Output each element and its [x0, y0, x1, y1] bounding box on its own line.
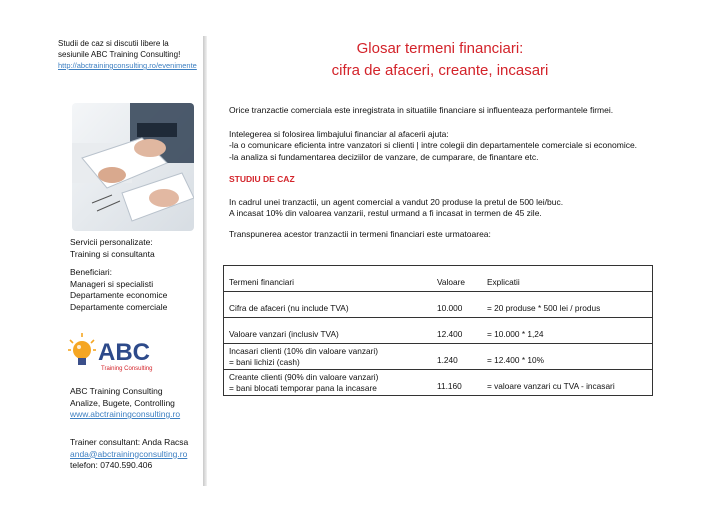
beneficiary-item: Departamente comerciale — [70, 301, 168, 312]
trainer-name: Trainer consultant: Anda Racsa — [70, 437, 189, 447]
term-cell: Cifra de afaceri (nu include TVA) — [229, 303, 349, 313]
financial-terms-table — [223, 265, 653, 396]
intro-line-2: sesiunile ABC Training Consulting! — [58, 50, 181, 59]
trainer-phone: telefon: 0740.590.406 — [70, 460, 153, 470]
benefit-item: -la o comunicare eficienta intre vanzatori si clienti | intre colegii din departamentele comerciale si economice. — [229, 140, 638, 150]
services-desc: Training si consultanta — [70, 248, 155, 259]
benefit-item: -la analiza si fundamentarea deciziilor de vanzare, de cumparare, de finantare etc. — [229, 151, 539, 162]
explanation-cell: = 12.400 * 10% — [487, 355, 544, 365]
beneficiary-item: Departamente economice — [70, 290, 168, 300]
sidebar-intro — [58, 38, 206, 71]
beneficiary-item: Manageri si specialisti — [70, 278, 154, 289]
services-block — [70, 237, 155, 260]
benefits-heading: Intelegerea si folosirea limbajului financiar al afacerii ajuta: — [229, 128, 449, 139]
term-note: = bani lichizi (cash) — [229, 357, 300, 367]
events-link[interactable]: http://abctrainingconsulting.ro/evenimente — [58, 61, 197, 70]
case-study-title: STUDIU DE CAZ — [229, 174, 295, 184]
term-cell: Valoare vanzari (inclusiv TVA) — [229, 329, 339, 339]
company-block — [70, 386, 180, 421]
case-study-line: In cadrul unei tranzactii, un agent comercial a vandut 20 produse la pretul de 500 lei/buc. — [229, 196, 564, 207]
page-title — [300, 38, 580, 82]
title-line-2: cifra de afaceri, creante, incasari — [331, 62, 549, 79]
table-row — [224, 292, 653, 318]
table-row — [224, 318, 653, 344]
case-study-line: A incasat 10% din valoarea vanzarii, restul urmand a fi incasat in termen de 45 zile. — [229, 208, 542, 218]
company-name: ABC Training Consulting — [70, 386, 163, 396]
term-note: = bani blocati temporar pana la incasare — [229, 383, 377, 393]
intro-paragraph: Orice tranzactie comerciala este inregistrata in situatiile financiare si influenteaza performantele firmei. — [229, 105, 614, 115]
svg-text:ABC: ABC — [98, 339, 150, 366]
main-content — [229, 105, 659, 240]
value-cell: 10.000 — [437, 303, 463, 313]
column-header: Explicatii — [487, 277, 520, 287]
title-line-1: Glosar termeni financiari: — [356, 40, 524, 57]
lightbulb-icon — [68, 333, 96, 365]
sidebar-divider — [203, 36, 207, 486]
column-header: Valoare — [437, 277, 465, 287]
services-title: Servicii personalizate: — [70, 237, 153, 247]
company-tagline: Analize, Bugete, Controlling — [70, 397, 175, 408]
value-cell: 12.400 — [437, 329, 463, 339]
explanation-cell: = 10.000 * 1,24 — [487, 329, 544, 339]
value-cell: 11.160 — [437, 381, 462, 391]
trainer-email-link[interactable]: anda@abctrainingconsulting.ro — [70, 448, 188, 459]
column-header: Termeni financiari — [229, 277, 295, 287]
transposition-text: Transpunerea acestor tranzactii in termeni financiari este urmatoarea: — [229, 228, 491, 239]
trainer-block — [70, 437, 188, 472]
table-row — [224, 370, 653, 396]
company-website-link[interactable]: www.abctrainingconsulting.ro — [70, 409, 181, 419]
intro-line-1: Studii de caz si discutii libere la — [58, 39, 169, 48]
explanation-cell: = valoare vanzari cu TVA - incasari — [487, 381, 615, 391]
explanation-cell: = 20 produse * 500 lei / produs — [487, 303, 601, 313]
svg-text:Training Consulting: Training Consulting — [101, 366, 153, 372]
business-meeting-photo — [72, 103, 194, 231]
abc-logo — [68, 330, 168, 380]
beneficiaries-block — [70, 267, 167, 313]
beneficiaries-title: Beneficiari: — [70, 267, 113, 277]
table-header-row — [224, 266, 653, 292]
value-cell: 1.240 — [437, 355, 458, 365]
term-cell: Incasari clienti (10% din valoare vanzari) — [229, 346, 378, 356]
term-cell: Creante clienti (90% din valoare vanzari) — [229, 372, 379, 382]
table-row — [224, 344, 653, 370]
